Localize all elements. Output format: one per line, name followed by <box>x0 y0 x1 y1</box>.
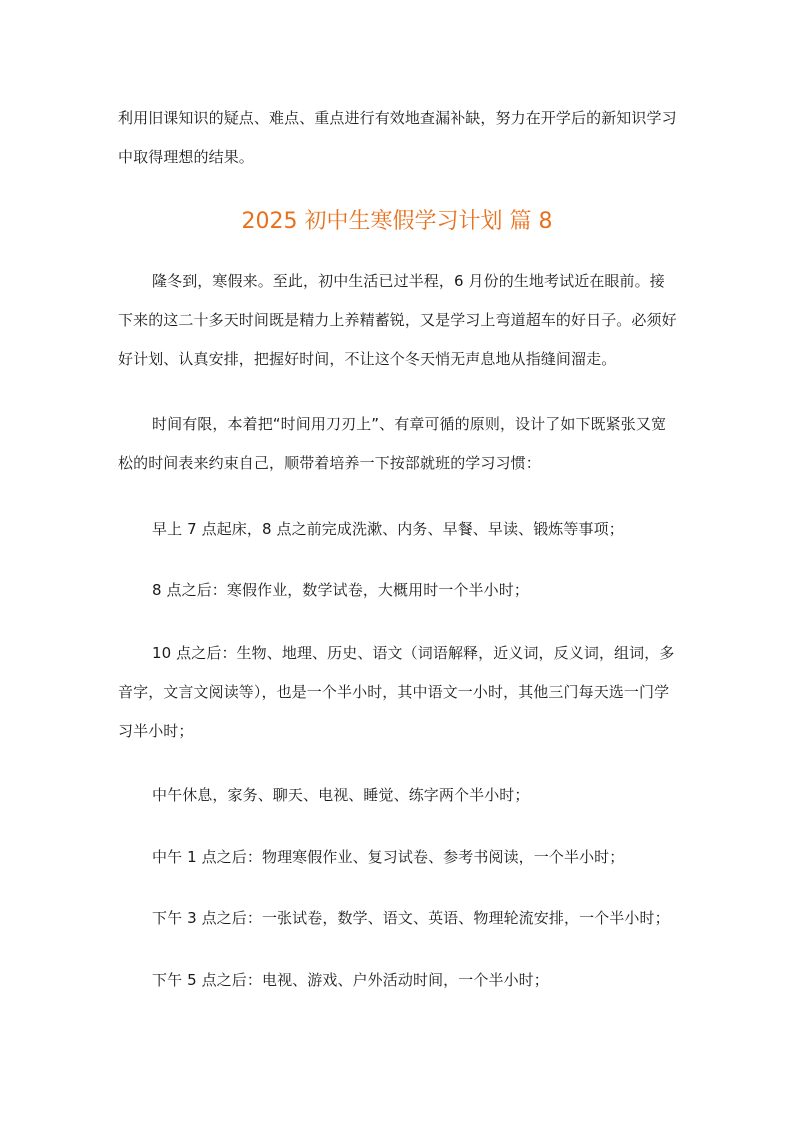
paragraph-noon-rest: 中午休息，家务、聊天、电视、睡觉、练字两个半小时； <box>152 786 530 804</box>
paragraph-10am: 10 点之后：生物、地理、历史、语文（词语解释，近义词，反义词，组词，多音字，文言文阅读等），也是一个半小时，其中语文一小时，其他三门每天选一门学习半小时； <box>118 644 675 740</box>
paragraph-3pm: 下午 3 点之后：一张试卷，数学、语文、英语、物理轮流安排，一个半小时； <box>152 909 670 927</box>
paragraph-5pm: 下午 5 点之后：电视、游戏、户外活动时间，一个半小时； <box>152 971 549 989</box>
paragraph-1pm: 中午 1 点之后：物理寒假作业、复习试卷、参考书阅读，一个半小时； <box>152 848 625 866</box>
paragraph-schedule-principle: 时间有限，本着把“时间用刀刃上”、有章可循的原则，设计了如下既紧张又宽松的时间表来约束自己，顺带着培养一下按部就班的学习习惯： <box>118 415 667 472</box>
intro-paragraph: 利用旧课知识的疑点、难点、重点进行有效地查漏补缺，努力在开学后的新知识学习中取得理想的结果。 <box>118 109 677 166</box>
section-title: 2025 初中生寒假学习计划 篇 8 <box>241 209 553 234</box>
paragraph-morning: 早上 7 点起床，8 点之前完成洗漱、内务、早餐、早读、锻炼等事项； <box>152 520 624 538</box>
paragraph-8am: 8 点之后：寒假作业，数学试卷，大概用时一个半小时； <box>152 581 529 599</box>
paragraph-winter-break: 隆冬到，寒假来。至此，初中生活已过半程，6 月份的生地考试近在眼前。接下来的这二十多天时间既是精力上养精蓄锐，又是学习上弯道超车的好日子。必须好好计划、认真安排，把握好时间，不让这个冬天悄无声息地从指缝间溜走。 <box>118 272 677 368</box>
